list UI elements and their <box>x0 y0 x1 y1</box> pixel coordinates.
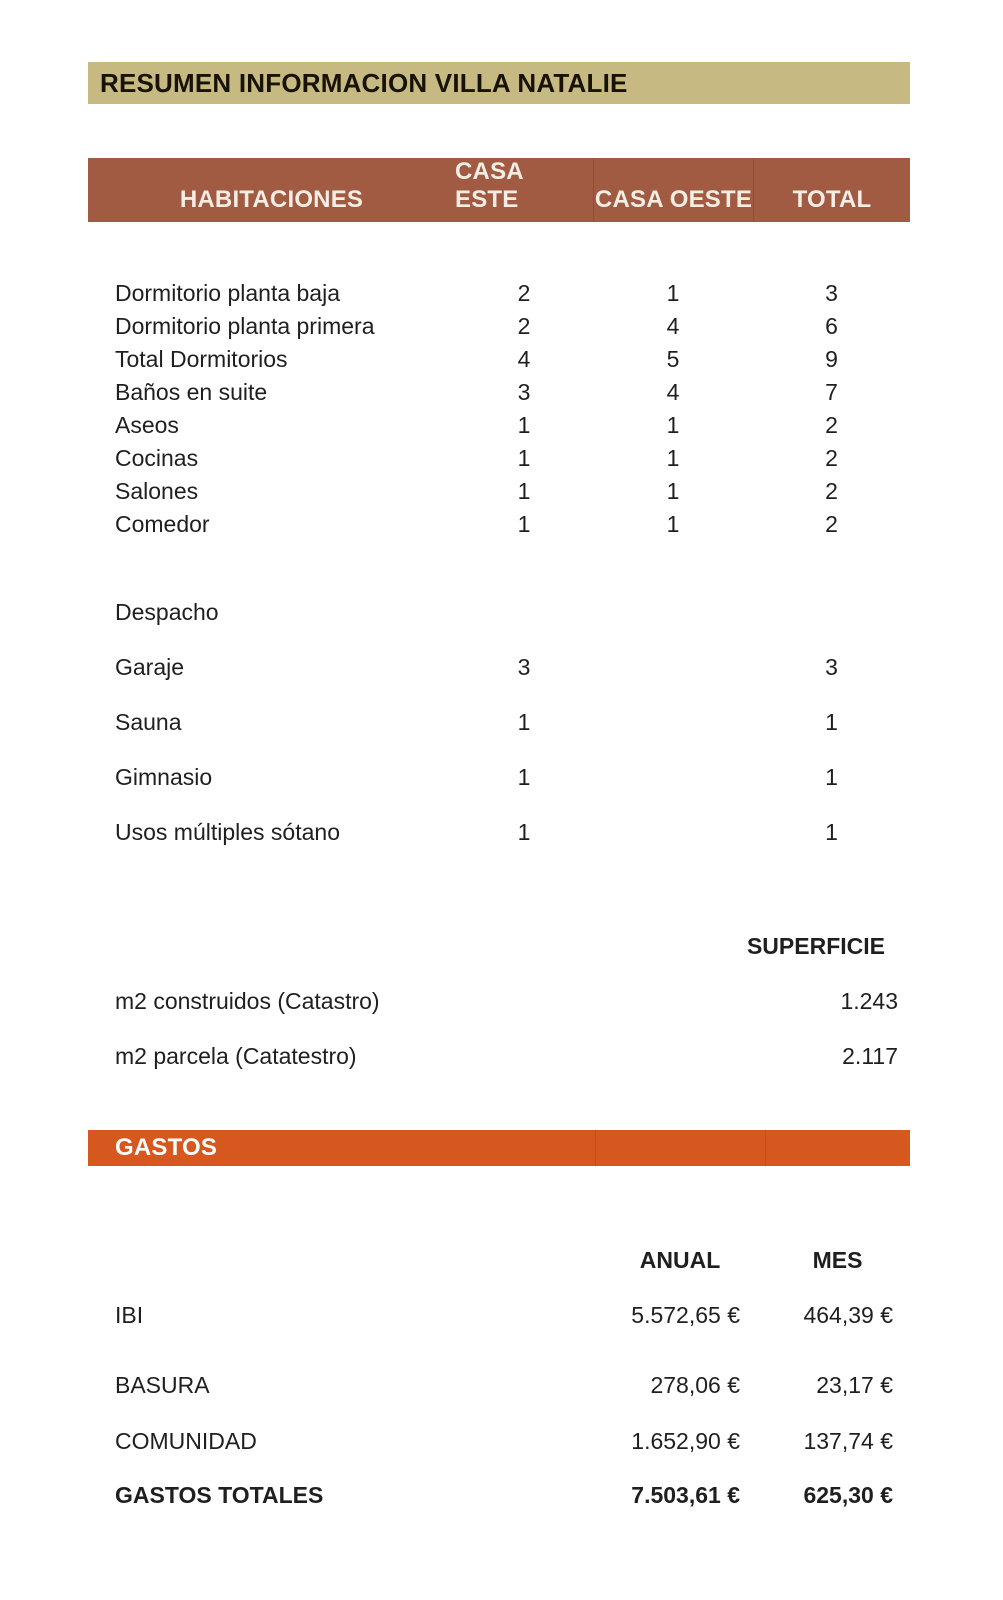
gastos-row-totals <box>88 1480 910 1510</box>
cell-total: 2 <box>825 511 838 537</box>
row-label: Usos múltiples sótano <box>115 819 340 845</box>
cell-casa-este: 1 <box>517 445 531 471</box>
rooms-table-header <box>88 158 910 222</box>
cell-total: 9 <box>825 346 838 372</box>
gastos-anual-value: 1.652,90 € <box>631 1428 740 1454</box>
cell-total: 6 <box>825 313 838 339</box>
cell-total: 2 <box>825 445 838 471</box>
table-row <box>88 277 910 310</box>
gastos-mes-value: 137,74 € <box>803 1428 893 1454</box>
gastos-bar-cell <box>595 1130 765 1166</box>
cell-total: 2 <box>825 478 838 504</box>
cell-casa-este: 1 <box>517 709 531 735</box>
gastos-section-title: GASTOS <box>115 1134 218 1161</box>
cell-casa-este: 3 <box>517 654 531 680</box>
gastos-row <box>88 1426 910 1456</box>
cell-casa-este: 1 <box>517 764 531 790</box>
table-row <box>88 750 910 805</box>
cell-total: 1 <box>825 819 838 845</box>
cell-casa-este: 1 <box>517 412 531 438</box>
cell-casa-este: 3 <box>517 379 531 405</box>
table-row <box>88 695 910 750</box>
table-row <box>88 805 910 860</box>
table-row <box>88 640 910 695</box>
cell-casa-oeste <box>593 750 753 805</box>
cell-casa-este: 2 <box>517 280 531 306</box>
cell-casa-oeste: 1 <box>666 445 680 471</box>
gastos-bar-cell <box>765 1130 910 1166</box>
gastos-header-spacer <box>88 1245 595 1275</box>
gastos-anual-value: 278,06 € <box>650 1372 740 1398</box>
gastos-mes-value: 464,39 € <box>803 1302 893 1328</box>
cell-total: 2 <box>825 412 838 438</box>
table-row <box>88 585 910 640</box>
row-label: Baños en suite <box>115 379 268 405</box>
header-habitaciones: HABITACIONES <box>179 186 364 213</box>
cell-casa-este: 1 <box>517 478 531 504</box>
row-label: Aseos <box>115 412 179 438</box>
superficie-value: 2.117 <box>842 1043 898 1069</box>
row-label: Despacho <box>115 599 219 625</box>
row-label: Comedor <box>115 511 210 537</box>
cell-casa-oeste: 1 <box>666 280 680 306</box>
row-label: Garaje <box>115 654 185 680</box>
gastos-section-bar <box>88 1130 910 1166</box>
cell-casa-oeste: 1 <box>666 412 680 438</box>
gastos-row <box>88 1300 910 1330</box>
cell-total <box>753 585 910 640</box>
row-label: Gimnasio <box>115 764 213 790</box>
cell-casa-oeste <box>593 695 753 750</box>
cell-total: 7 <box>825 379 838 405</box>
table-row <box>88 409 910 442</box>
cell-total: 3 <box>825 654 838 680</box>
cell-casa-oeste <box>593 640 753 695</box>
header-total: TOTAL <box>753 158 910 222</box>
gastos-table-header <box>88 1245 910 1275</box>
cell-casa-oeste: 5 <box>666 346 680 372</box>
cell-total: 1 <box>825 709 838 735</box>
gastos-label: IBI <box>115 1302 144 1328</box>
cell-casa-oeste: 1 <box>666 478 680 504</box>
superficie-label: m2 construidos (Catastro) <box>115 988 380 1014</box>
cell-casa-este: 1 <box>517 511 531 537</box>
gastos-mes-value: 23,17 € <box>816 1372 893 1398</box>
row-label: Cocinas <box>115 445 199 471</box>
superficie-row <box>88 986 910 1016</box>
gastos-label: COMUNIDAD <box>115 1428 257 1454</box>
cell-casa-oeste <box>593 585 753 640</box>
cell-casa-este: 1 <box>517 819 531 845</box>
row-label: Salones <box>115 478 199 504</box>
table-row <box>88 475 910 508</box>
gastos-anual-value: 5.572,65 € <box>631 1302 740 1328</box>
gastos-label: BASURA <box>115 1372 210 1398</box>
header-casa-oeste: CASA OESTE <box>593 158 753 222</box>
table-row <box>88 343 910 376</box>
cell-casa-este: 4 <box>517 346 531 372</box>
table-row <box>88 442 910 475</box>
superficie-header: SUPERFICIE <box>746 933 885 959</box>
report-title-bar <box>88 62 910 104</box>
table-row <box>88 310 910 343</box>
cell-casa-oeste: 1 <box>666 511 680 537</box>
rooms-table <box>88 277 910 541</box>
cell-casa-este: 2 <box>517 313 531 339</box>
table-row <box>88 376 910 409</box>
superficie-row <box>88 1041 910 1071</box>
cell-total: 1 <box>825 764 838 790</box>
header-anual: ANUAL <box>639 1247 721 1273</box>
gastos-row <box>88 1370 910 1400</box>
header-casa-este: CASA ESTE <box>455 158 523 213</box>
row-label: Dormitorio planta baja <box>115 280 341 306</box>
cell-casa-oeste: 4 <box>666 313 680 339</box>
cell-total: 3 <box>825 280 838 306</box>
table-row <box>88 508 910 541</box>
gastos-mes-value: 625,30 € <box>803 1482 893 1508</box>
report-title: RESUMEN INFORMACION VILLA NATALIE <box>100 67 628 98</box>
rooms-table-extra <box>88 585 910 860</box>
header-mes: MES <box>812 1247 863 1273</box>
row-label: Dormitorio planta primera <box>115 313 375 339</box>
row-label: Total Dormitorios <box>115 346 288 372</box>
gastos-label: GASTOS TOTALES <box>115 1482 324 1508</box>
row-label: Sauna <box>115 709 182 735</box>
gastos-anual-value: 7.503,61 € <box>631 1482 740 1508</box>
cell-casa-oeste <box>593 805 753 860</box>
superficie-label: m2 parcela (Catatestro) <box>115 1043 357 1069</box>
superficie-value: 1.243 <box>840 988 898 1014</box>
cell-casa-oeste: 4 <box>666 379 680 405</box>
cell-casa-este <box>455 585 593 640</box>
